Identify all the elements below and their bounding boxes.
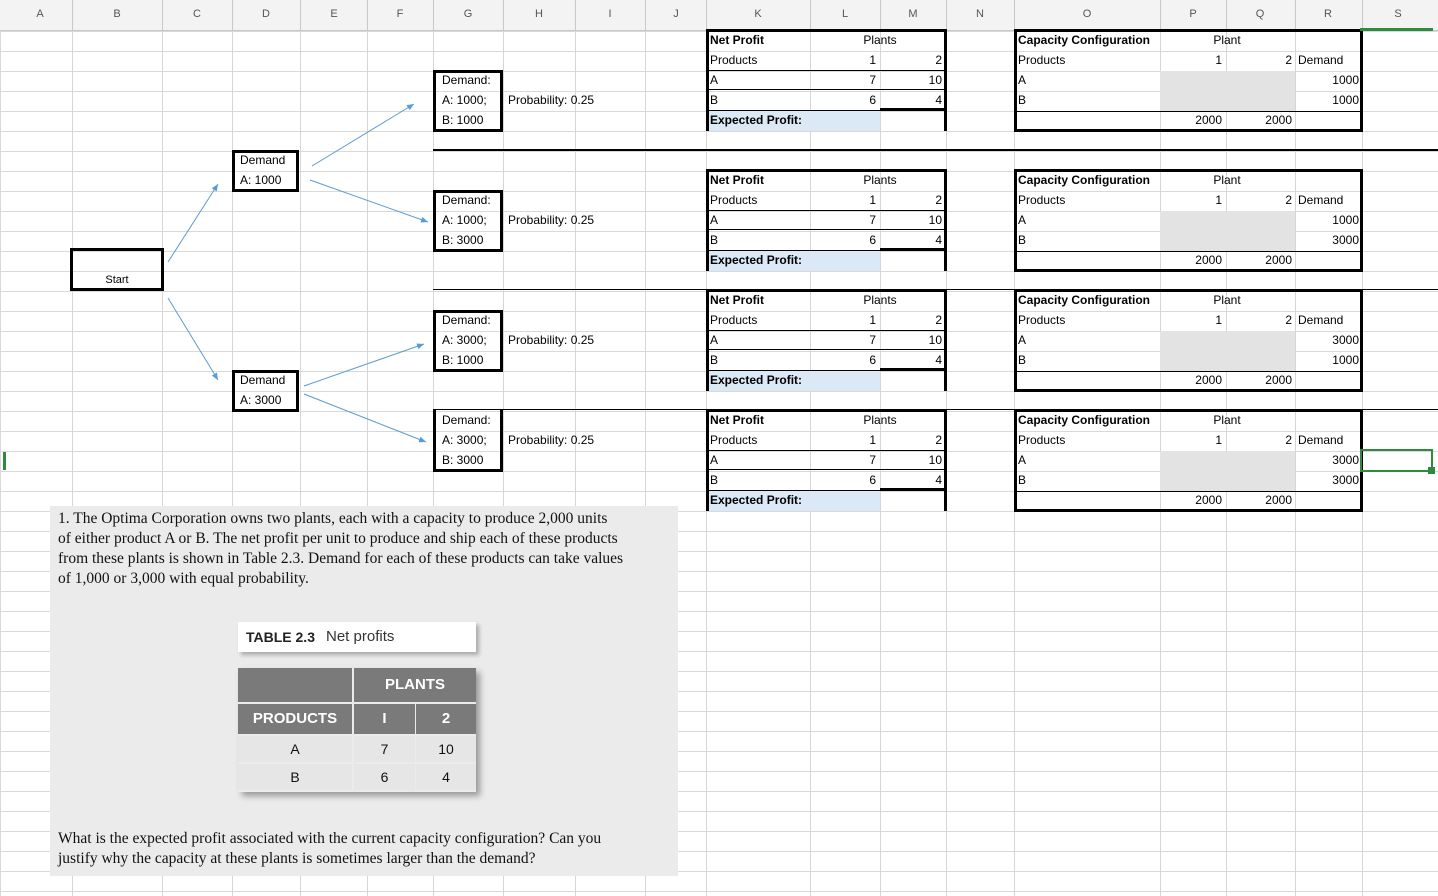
demand-a-value[interactable]: 1000 bbox=[1332, 213, 1359, 227]
profit-b-plant-2[interactable]: 4 bbox=[935, 473, 942, 487]
column-header-cell[interactable]: F bbox=[396, 8, 404, 20]
column-header-cell[interactable]: D bbox=[262, 8, 270, 20]
capacity-title: Capacity Configuration bbox=[1018, 33, 1151, 47]
capacity-title: Capacity Configuration bbox=[1018, 413, 1151, 427]
net-profit-title: Net Profit bbox=[710, 293, 764, 307]
column-separator[interactable] bbox=[503, 0, 504, 30]
cell-b-2: 4 bbox=[416, 764, 476, 790]
column-separator[interactable] bbox=[72, 0, 73, 30]
product-a-label: A bbox=[238, 736, 352, 762]
demand-label: Demand bbox=[1298, 313, 1344, 327]
demand-b-value[interactable]: 1000 bbox=[1332, 353, 1359, 367]
branch-demand-label: Demand: bbox=[442, 413, 491, 427]
column-header-cell[interactable]: P bbox=[1189, 8, 1197, 20]
profit-b-plant-2[interactable]: 4 bbox=[935, 93, 942, 107]
branch-demand-a: A: 1000; bbox=[442, 93, 487, 107]
plant-2-number: 2 bbox=[935, 433, 942, 447]
column-separator[interactable] bbox=[1362, 0, 1363, 30]
plant-label: Plant bbox=[1213, 33, 1241, 47]
problem-text-line: of either product A or B. The net profit per unit to produce and ship each of these products bbox=[58, 530, 618, 547]
branch-demand-b: B: 3000 bbox=[442, 233, 484, 247]
branch-demand-b: B: 3000 bbox=[442, 453, 484, 467]
demand-a-value[interactable]: 3000 bbox=[1332, 453, 1359, 467]
plant-1-header: I bbox=[354, 704, 415, 734]
plant-2-number: 2 bbox=[935, 313, 942, 327]
expected-profit-label: Expected Profit: bbox=[710, 373, 803, 387]
demand-value: A: 3000 bbox=[240, 393, 282, 407]
plant-1-number: 1 bbox=[1215, 433, 1222, 447]
column-separator[interactable] bbox=[1226, 0, 1227, 30]
products-label: Products bbox=[1018, 313, 1066, 327]
column-header-cell[interactable]: H bbox=[535, 8, 543, 20]
column-separator[interactable] bbox=[367, 0, 368, 30]
profit-a-plant-1[interactable]: 7 bbox=[869, 333, 876, 347]
branch-demand-label: Demand: bbox=[442, 313, 491, 327]
products-label: Products bbox=[710, 433, 758, 447]
capacity-title: Capacity Configuration bbox=[1018, 173, 1151, 187]
product-a-label: A bbox=[710, 213, 719, 227]
plant-1-number: 1 bbox=[1215, 193, 1222, 207]
column-header-cell[interactable]: C bbox=[193, 8, 201, 20]
products-label: Products bbox=[710, 53, 758, 67]
branch-probability: Probability: 0.25 bbox=[508, 433, 595, 447]
demand-a-value[interactable]: 1000 bbox=[1332, 73, 1359, 87]
profit-a-plant-2[interactable]: 10 bbox=[928, 213, 942, 227]
products-label: Products bbox=[1018, 53, 1066, 67]
product-b-label: B bbox=[1018, 353, 1027, 367]
product-a-label: A bbox=[710, 73, 719, 87]
column-header-cell[interactable]: O bbox=[1082, 8, 1092, 20]
profit-b-plant-2[interactable]: 4 bbox=[935, 353, 942, 367]
branch-demand-a: A: 3000; bbox=[442, 333, 487, 347]
question-text-line: justify why the capacity at these plants is sometimes larger than the demand? bbox=[58, 850, 536, 867]
column-separator[interactable] bbox=[645, 0, 646, 30]
plants-label: Plants bbox=[863, 33, 897, 47]
profit-b-plant-1[interactable]: 6 bbox=[869, 233, 876, 247]
net-profit-title: Net Profit bbox=[710, 33, 764, 47]
plants-header: PLANTS bbox=[354, 668, 476, 702]
branch-probability: Probability: 0.25 bbox=[508, 213, 595, 227]
fill-handle[interactable] bbox=[1428, 467, 1435, 474]
branch-demand-a: A: 3000; bbox=[442, 433, 487, 447]
plant-1-capacity[interactable]: 2000 bbox=[1195, 373, 1222, 387]
column-separator[interactable] bbox=[706, 0, 707, 30]
column-header-cell[interactable]: E bbox=[330, 8, 338, 20]
demand-b-value[interactable]: 3000 bbox=[1332, 473, 1359, 487]
product-b-label: B bbox=[710, 353, 719, 367]
profit-a-plant-1[interactable]: 7 bbox=[869, 453, 876, 467]
plant-2-number: 2 bbox=[935, 193, 942, 207]
demand-b-value[interactable]: 3000 bbox=[1332, 233, 1359, 247]
plant-2-number: 2 bbox=[935, 53, 942, 67]
column-header-cell[interactable]: Q bbox=[1255, 8, 1265, 20]
demand-label: Demand bbox=[240, 153, 286, 167]
plant-1-number: 1 bbox=[869, 313, 876, 327]
question-text-line: What is the expected profit associated with the current capacity configuration? Can you bbox=[58, 830, 602, 847]
product-a-label: A bbox=[710, 333, 719, 347]
branch-demand-b: B: 1000 bbox=[442, 353, 484, 367]
column-header-cell[interactable]: J bbox=[673, 8, 679, 20]
capacity-title: Capacity Configuration bbox=[1018, 293, 1151, 307]
column-separator[interactable] bbox=[1014, 0, 1015, 30]
table-title bbox=[238, 622, 476, 652]
branch-demand-label: Demand: bbox=[442, 73, 491, 87]
products-header: PRODUCTS bbox=[238, 704, 352, 734]
plant-label: Plant bbox=[1213, 173, 1241, 187]
products-label: Products bbox=[1018, 193, 1066, 207]
demand-label: Demand bbox=[1298, 193, 1344, 207]
expected-profit-label: Expected Profit: bbox=[710, 493, 803, 507]
product-a-label: A bbox=[1018, 453, 1027, 467]
product-b-label: B bbox=[710, 93, 719, 107]
plant-label: Plant bbox=[1213, 293, 1241, 307]
profit-b-plant-1[interactable]: 6 bbox=[869, 93, 876, 107]
column-separator[interactable] bbox=[1160, 0, 1161, 30]
expected-profit-label: Expected Profit: bbox=[710, 113, 803, 127]
product-b-label: B bbox=[1018, 233, 1027, 247]
problem-text-line: of 1,000 or 3,000 with equal probability. bbox=[58, 570, 309, 587]
product-a-label: A bbox=[1018, 333, 1027, 347]
net-profit-title: Net Profit bbox=[710, 413, 764, 427]
column-separator[interactable] bbox=[810, 0, 811, 30]
plants-label: Plants bbox=[863, 173, 897, 187]
problem-text-line: from these plants is shown in Table 2.3. Demand for each of these products can take values bbox=[58, 550, 624, 567]
plant-2-header: 2 bbox=[416, 704, 476, 734]
cell-b-1: 6 bbox=[354, 764, 415, 790]
column-separator[interactable] bbox=[232, 0, 233, 30]
demand-b-value[interactable]: 1000 bbox=[1332, 93, 1359, 107]
cell-a-1: 7 bbox=[354, 736, 415, 762]
plant-2-capacity[interactable]: 2000 bbox=[1265, 373, 1292, 387]
column-separator[interactable] bbox=[575, 0, 576, 30]
column-selection-marker bbox=[1360, 28, 1433, 31]
plant-2-number: 2 bbox=[1285, 193, 1292, 207]
profit-b-plant-1[interactable]: 6 bbox=[869, 473, 876, 487]
branch-demand-a: A: 1000; bbox=[442, 213, 487, 227]
plant-1-capacity[interactable]: 2000 bbox=[1195, 253, 1222, 267]
plant-1-capacity[interactable]: 2000 bbox=[1195, 113, 1222, 127]
plant-2-capacity[interactable]: 2000 bbox=[1265, 113, 1292, 127]
expected-profit-label: Expected Profit: bbox=[710, 253, 803, 267]
column-separator[interactable] bbox=[946, 0, 947, 30]
column-separator[interactable] bbox=[1295, 0, 1296, 30]
column-separator[interactable] bbox=[162, 0, 163, 30]
net-profits-table bbox=[238, 668, 476, 792]
product-b-label: B bbox=[710, 233, 719, 247]
plant-1-number: 1 bbox=[869, 193, 876, 207]
cell-a-2: 10 bbox=[416, 736, 476, 762]
demand-label: Demand bbox=[240, 373, 286, 387]
column-separator[interactable] bbox=[433, 0, 434, 30]
product-b-label: B bbox=[238, 764, 352, 790]
product-a-label: A bbox=[1018, 213, 1027, 227]
column-separator[interactable] bbox=[880, 0, 881, 30]
products-label: Products bbox=[710, 313, 758, 327]
column-header-cell[interactable]: R bbox=[1324, 8, 1332, 20]
demand-a-value[interactable]: 3000 bbox=[1332, 333, 1359, 347]
plants-label: Plants bbox=[863, 293, 897, 307]
plant-2-capacity[interactable]: 2000 bbox=[1265, 253, 1292, 267]
column-header-cell[interactable]: L bbox=[841, 8, 849, 20]
plant-1-capacity[interactable]: 2000 bbox=[1195, 493, 1222, 507]
plant-label: Plant bbox=[1213, 413, 1241, 427]
demand-label: Demand bbox=[1298, 433, 1344, 447]
product-b-label: B bbox=[1018, 473, 1027, 487]
column-header-cell[interactable]: G bbox=[463, 8, 473, 20]
plant-1-number: 1 bbox=[1215, 313, 1222, 327]
plants-label: Plants bbox=[863, 413, 897, 427]
plant-1-number: 1 bbox=[869, 53, 876, 67]
profit-a-plant-2[interactable]: 10 bbox=[928, 73, 942, 87]
column-header-cell[interactable]: I bbox=[608, 8, 612, 20]
plant-2-number: 2 bbox=[1285, 433, 1292, 447]
column-header-cell[interactable]: B bbox=[113, 8, 121, 20]
product-b-label: B bbox=[710, 473, 719, 487]
branch-demand-label: Demand: bbox=[442, 193, 491, 207]
profit-a-plant-2[interactable]: 10 bbox=[928, 333, 942, 347]
plant-2-capacity[interactable]: 2000 bbox=[1265, 493, 1292, 507]
table-title-number: TABLE 2.3 bbox=[246, 629, 315, 645]
start-label: Start bbox=[105, 274, 129, 286]
problem-text-line: 1. The Optima Corporation owns two plants, each with a capacity to produce 2,000 units bbox=[58, 510, 608, 527]
demand-value: A: 1000 bbox=[240, 173, 282, 187]
row-selection-marker bbox=[3, 452, 6, 470]
column-header-cell[interactable]: M bbox=[908, 8, 918, 20]
column-header-cell[interactable]: S bbox=[1394, 8, 1402, 20]
selected-cell[interactable] bbox=[1360, 449, 1433, 472]
product-a-label: A bbox=[1018, 73, 1027, 87]
plant-1-number: 1 bbox=[1215, 53, 1222, 67]
products-label: Products bbox=[710, 193, 758, 207]
product-b-label: B bbox=[1018, 93, 1027, 107]
net-profit-title: Net Profit bbox=[710, 173, 764, 187]
plant-2-number: 2 bbox=[1285, 313, 1292, 327]
products-label: Products bbox=[1018, 433, 1066, 447]
profit-a-plant-1[interactable]: 7 bbox=[869, 73, 876, 87]
column-header-cell[interactable]: K bbox=[754, 8, 762, 20]
plant-1-number: 1 bbox=[869, 433, 876, 447]
column-separator[interactable] bbox=[300, 0, 301, 30]
profit-b-plant-2[interactable]: 4 bbox=[935, 233, 942, 247]
branch-demand-b: B: 1000 bbox=[442, 113, 484, 127]
profit-b-plant-1[interactable]: 6 bbox=[869, 353, 876, 367]
profit-a-plant-1[interactable]: 7 bbox=[869, 213, 876, 227]
column-header-cell[interactable]: N bbox=[976, 8, 984, 20]
column-header-cell[interactable]: A bbox=[36, 8, 44, 20]
branch-probability: Probability: 0.25 bbox=[508, 333, 595, 347]
demand-label: Demand bbox=[1298, 53, 1344, 67]
profit-a-plant-2[interactable]: 10 bbox=[928, 453, 942, 467]
plant-2-number: 2 bbox=[1285, 53, 1292, 67]
branch-probability: Probability: 0.25 bbox=[508, 93, 595, 107]
table-title-caption: Net profits bbox=[326, 628, 395, 645]
product-a-label: A bbox=[710, 453, 719, 467]
